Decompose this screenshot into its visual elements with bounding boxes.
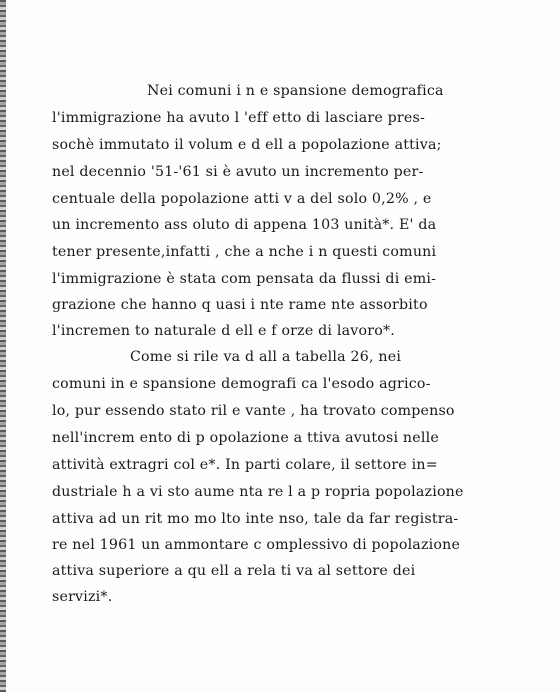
text-line: nell'increm ento di p opolazione a ttiva avutosi nelle [52,430,439,446]
text-line: comuni in e spansione demografi ca l'esodo agrico- [52,376,431,392]
text-line: nel decennio '51-'61 si è avuto un incremento per- [52,164,424,180]
text-line: dustriale h a vi sto aume nta re l a p ropria popolazione [52,484,464,500]
text-line: un incremento ass oluto di appena 103 unità*. E' da [52,217,437,233]
text-line: l'incremen to naturale d ell e f orze di lavoro*. [52,323,395,339]
text-line: re nel 1961 un ammontare c omplessivo di popolazione [52,537,461,553]
text-line: attiva superiore a qu ell a rela ti va al settore dei [52,563,416,579]
scan-binding-edge [0,0,6,692]
text-line: Nei comuni i n e spansione demografica [147,83,444,99]
text-line: Come si rile va d all a tabella 26, nei [130,349,402,365]
text-line: sochè immutato il volum e d ell a popolazione attiva; [52,137,442,153]
text-line: lo, pur essendo stato ril e vante , ha trovato compenso [52,403,455,419]
text-line: l'immigrazione è stata com pensata da flussi di emi- [52,271,437,287]
text-line: servizi*. [52,589,113,605]
text-line: l'immigrazione ha avuto l 'eff etto di lasciare pres- [52,110,425,126]
text-line: attiva ad un rit mo mo lto inte nso, tale da far registra- [52,511,459,527]
text-line: grazione che hanno q uasi i nte rame nte assorbito [52,297,428,313]
text-line: centuale della popolazione atti v a del solo 0,2% , e [52,191,432,207]
text-line: attività extragri col e*. In parti colare, il settore in= [52,457,438,473]
text-line: tener presente,infatti , che a nche i n questi comuni [52,244,437,260]
